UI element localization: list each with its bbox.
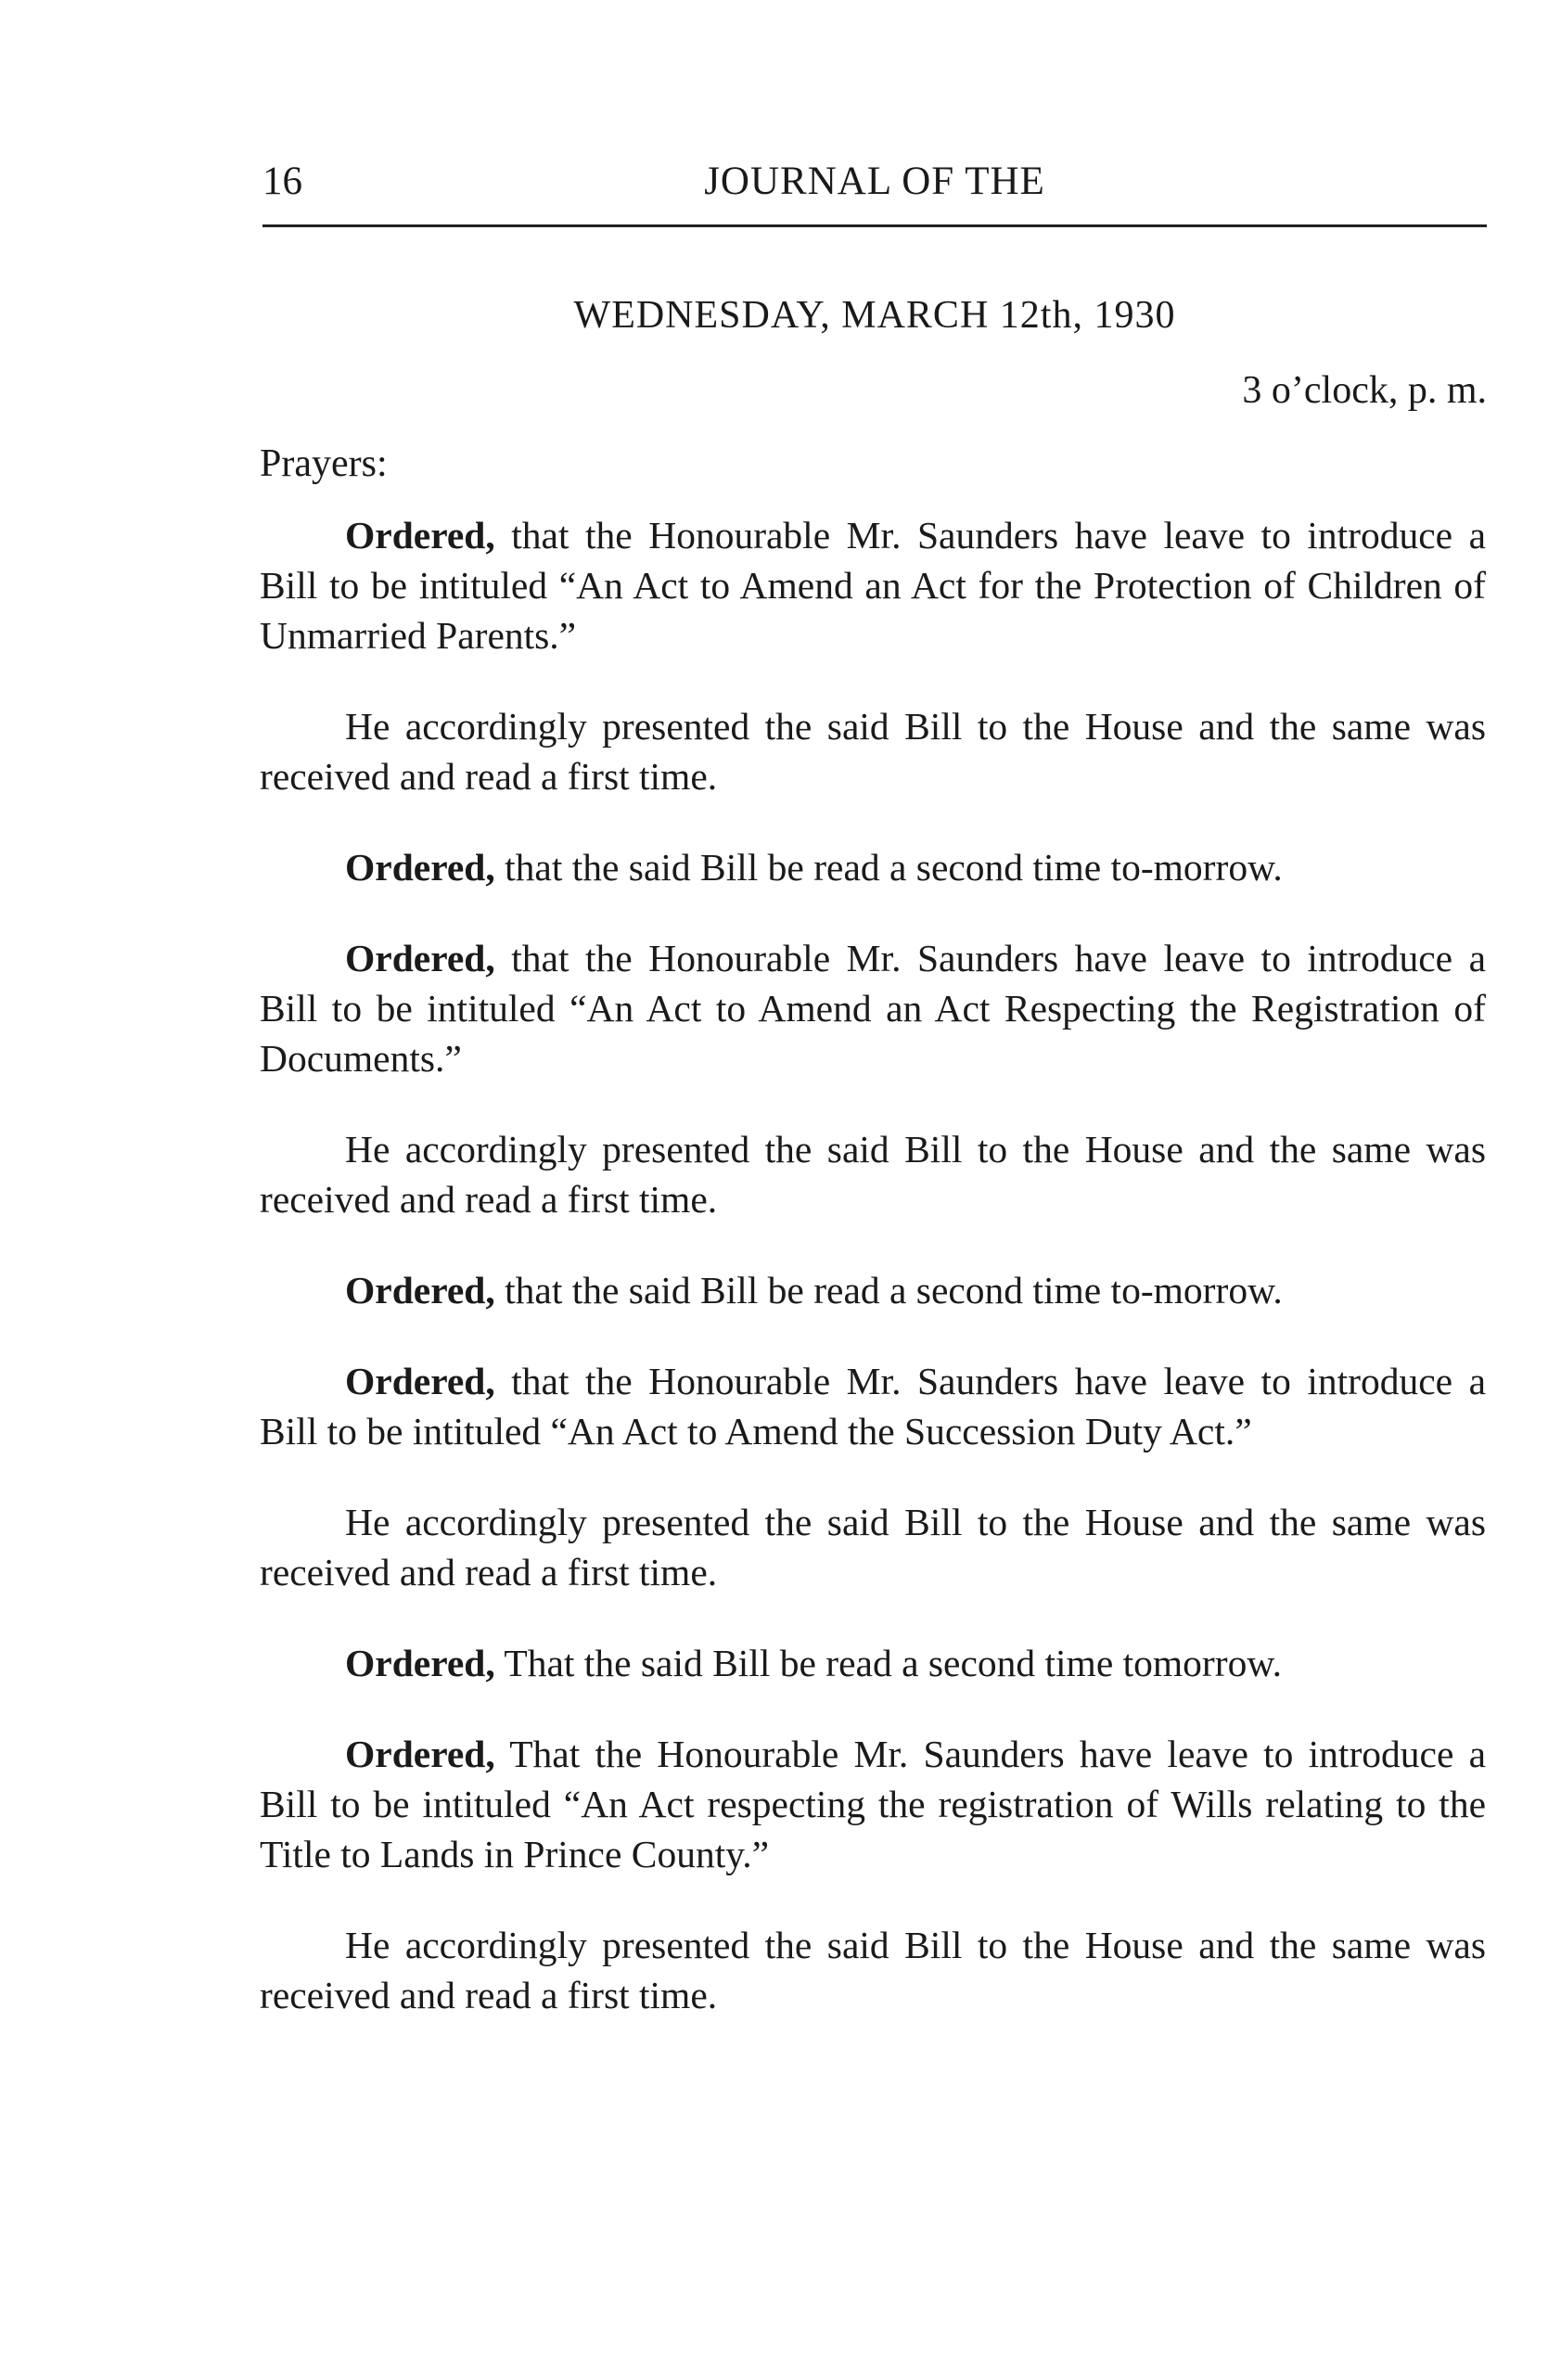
paragraph-text: That the said Bill be read a second time tomorrow. [494,1642,1282,1684]
proceeding-paragraph [260,1920,1486,2020]
page-header [262,154,1487,210]
paragraph-text: He accordingly presented the said Bill to the House and the same was received and read a first time. [260,705,1486,798]
page-number: 16 [262,160,302,203]
paragraph-text: that the said Bill be read a second time to-morrow. [494,1269,1283,1312]
header-rule [262,224,1487,227]
proceeding-paragraph [260,510,1486,660]
ordered-lead: Ordered, [345,514,495,557]
paragraph-text: That the Honourable Mr. Saunders have leave to introduce a Bill to be intituled “An Act respecting the registration of Wills relating to the Title to Lands in Prince County.” [260,1733,1486,1875]
proceeding-paragraph [260,933,1486,1083]
sitting-time: 3 o’clock, p. m. [1242,369,1487,412]
running-head: JOURNAL OF THE [704,160,1045,203]
proceeding-paragraph [260,1356,1486,1456]
proceedings-body [260,510,1486,2061]
paragraph-text: that the Honourable Mr. Saunders have leave to introduce a Bill to be intituled “An Act to Amend an Act Respecting the Registration of Documents.” [260,937,1486,1080]
proceeding-paragraph [260,1729,1486,1879]
paragraph-text: He accordingly presented the said Bill to the House and the same was received and read a first time. [260,1501,1486,1593]
paragraph-text: that the Honourable Mr. Saunders have leave to introduce a Bill to be intituled “An Act to Amend an Act for the Protection of Children of Unmarried Parents.” [260,514,1486,657]
proceeding-paragraph [260,1265,1486,1315]
paragraph-text: that the said Bill be read a second time to-morrow. [494,846,1283,889]
proceeding-paragraph [260,1638,1486,1688]
ordered-lead: Ordered, [345,937,495,979]
paragraph-text: He accordingly presented the said Bill to the House and the same was received and read a first time. [260,1128,1486,1221]
ordered-lead: Ordered, [345,846,495,889]
prayers-heading: Prayers: [260,442,388,485]
sitting-date: WEDNESDAY, MARCH 12th, 1930 [573,294,1176,337]
ordered-lead: Ordered, [345,1269,495,1312]
paragraph-text: that the Honourable Mr. Saunders have leave to introduce a Bill to be intituled “An Act to Amend the Succession Duty Act.” [260,1360,1486,1452]
proceeding-paragraph [260,842,1486,892]
proceeding-paragraph [260,1497,1486,1597]
proceeding-paragraph [260,701,1486,801]
proceeding-paragraph [260,1124,1486,1224]
ordered-lead: Ordered, [345,1733,495,1775]
ordered-lead: Ordered, [345,1642,495,1684]
paragraph-text: He accordingly presented the said Bill to the House and the same was received and read a first time. [260,1924,1486,2016]
ordered-lead: Ordered, [345,1360,495,1402]
